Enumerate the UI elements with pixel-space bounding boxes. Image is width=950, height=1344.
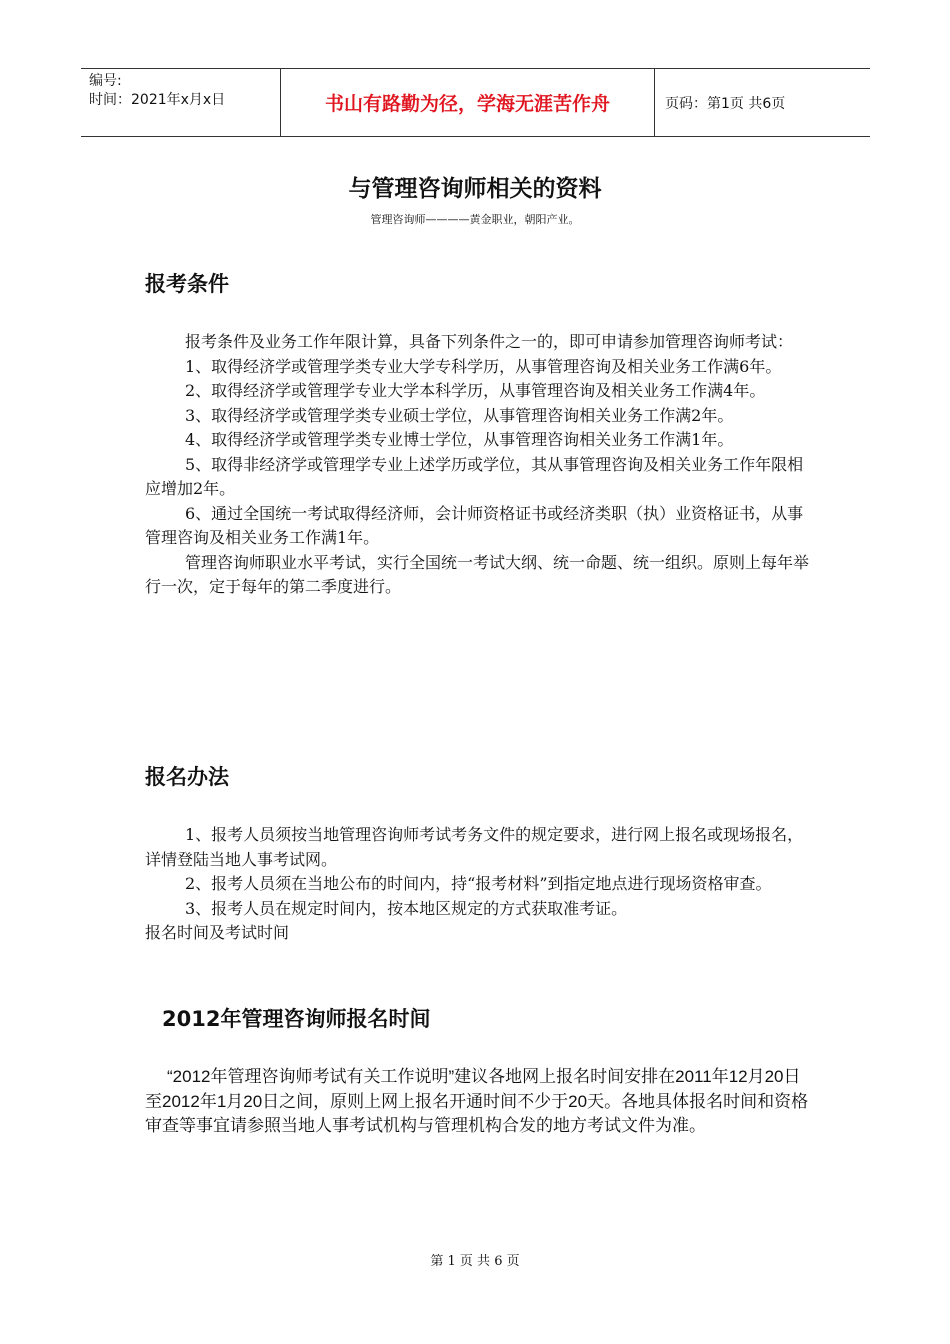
paragraph: 4、取得经济学或管理学类专业博士学位，从事管理咨询相关业务工作满1年。 bbox=[185, 430, 734, 449]
paragraph: 2、报考人员须在当地公布的时间内，持“报考材料”到指定地点进行现场资格审查。 bbox=[185, 874, 772, 893]
document-title: 与管理咨询师相关的资料 bbox=[348, 176, 602, 202]
header-motto: 书山有路勤为径，学海无涯苦作舟 bbox=[281, 69, 655, 136]
paragraph: 报考条件及业务工作年限计算，具备下列条件之一的，即可申请参加管理咨询师考试： bbox=[185, 332, 794, 351]
header-table bbox=[81, 68, 870, 137]
paragraph: 管理咨询师职业水平考试，实行全国统一考试大纲、统一命题、统一组织。原则上每年举行一次，定于每年的第二季度进行。 bbox=[145, 552, 810, 596]
header-page-info: 页码：第1页 共6页 bbox=[665, 95, 786, 112]
date-line: 时间：2021年x月x日 bbox=[89, 92, 226, 108]
header-meta-cell bbox=[81, 69, 281, 136]
paragraph: 2、取得经济学或管理学专业大学本科学历，从事管理咨询及相关业务工作满4年。 bbox=[185, 381, 766, 400]
page-footer: 第 1 页 共 6 页 bbox=[430, 1254, 520, 1269]
paragraph: 5、取得非经济学或管理学专业上述学历或学位，其从事管理咨询及相关业务工作年限相应增加2年。 bbox=[145, 454, 804, 498]
registration-body bbox=[145, 823, 810, 946]
paragraph: 6、通过全国统一考试取得经济师，会计师资格证书或经济类职（执）业资格证书，从事管理咨询及相关业务工作满1年。 bbox=[145, 503, 804, 547]
serial-label: 编号: bbox=[89, 73, 122, 89]
paragraph: “2012年管理咨询师考试有关工作说明”建议各地网上报名时间安排在2011年12月20日至2012年1月20日之间，原则上网上报名开通时间不少于20天。各地具体报名时间和资格审查等事宜请参照当地人事考试机构与管理机构合发的地方考试文件为准。 bbox=[145, 1067, 809, 1135]
paragraph: 1、报考人员须按当地管理咨询师考试考务文件的规定要求，进行网上报名或现场报名，详情登陆当地人事考试网。 bbox=[145, 825, 804, 869]
paragraph: 1、取得经济学或管理学类专业大学专科学历，从事管理咨询及相关业务工作满6年。 bbox=[185, 356, 782, 376]
section-heading-registration: 报名办法 bbox=[145, 765, 229, 789]
paragraph: 3、报考人员在规定时间内，按本地区规定的方式获取准考证。 bbox=[185, 898, 628, 918]
document-subtitle: 管理咨询师————黄金职业，朝阳产业。 bbox=[370, 213, 580, 226]
section-heading-conditions: 报考条件 bbox=[145, 272, 229, 296]
paragraph-tail: 报名时间及考试时间 bbox=[145, 923, 290, 942]
conditions-body bbox=[145, 330, 810, 600]
paragraph: 3、取得经济学或管理学类专业硕士学位，从事管理咨询相关业务工作满2年。 bbox=[185, 405, 734, 425]
time2012-body bbox=[145, 1065, 810, 1139]
section-heading-2012: 2012年管理咨询师报名时间 bbox=[162, 1007, 431, 1031]
